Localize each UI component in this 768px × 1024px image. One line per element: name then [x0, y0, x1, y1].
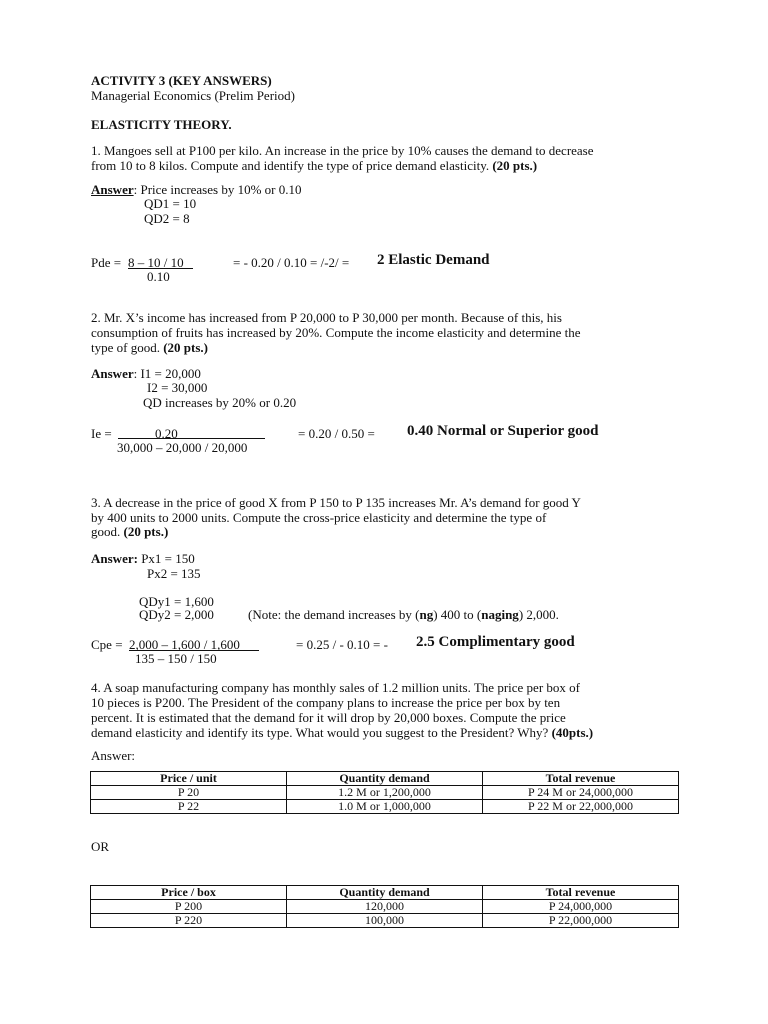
q3-note-post: ) 2,000. — [518, 607, 559, 622]
q4-answer-label: Answer: — [91, 748, 136, 763]
q1-qd1: QD1 = 10 — [144, 196, 197, 211]
q4-line-4-text: demand elasticity and identify its type. What would you suggest to the President? Why? — [91, 725, 552, 740]
q3-cpe-label: Cpe = — [91, 637, 123, 652]
revenue-table-per-unit — [90, 771, 679, 814]
q2-line-1: 2. Mr. X’s income has increased from P 20,000 to P 30,000 per month. Because of this, his — [91, 310, 562, 325]
q3-qdy2: QDy2 = 2,000 — [139, 607, 214, 622]
course-subtitle: Managerial Economics (Prelim Period) — [91, 88, 295, 103]
table-cell: 1.0 M or 1,000,000 — [287, 800, 483, 814]
q1-line-2-text: from 10 to 8 kilos. Compute and identify the type of price demand elasticity. — [91, 158, 493, 173]
q3-cpe-result: = 0.25 / - 0.10 = - — [296, 637, 388, 652]
section-heading: ELASTICITY THEORY. — [91, 117, 232, 132]
q3-answer-label: Answer: — [91, 551, 138, 566]
table-cell: 1.2 M or 1,200,000 — [287, 786, 483, 800]
q3-line-2: by 400 units to 2000 units. Compute the cross-price elasticity and determine the type of — [91, 510, 547, 525]
q1-qd2: QD2 = 8 — [144, 211, 190, 226]
q1-pde-denominator: 0.10 — [147, 269, 170, 284]
q3-line-3-text: good. — [91, 524, 124, 539]
q3-good-type: 2.5 Complimentary good — [416, 634, 575, 650]
table-cell: P 24 M or 24,000,000 — [483, 786, 679, 800]
q1-pde-numerator: 8 – 10 / 10 — [128, 255, 184, 270]
q2-qd: QD increases by 20% or 0.20 — [143, 395, 297, 410]
q4-line-3: percent. It is estimated that the demand for it will drop by 20,000 boxes. Compute the price — [91, 710, 566, 725]
column-header: Quantity demand — [287, 772, 483, 786]
table-header-row — [91, 886, 679, 900]
q2-line-2: consumption of fruits has increased by 20%. Compute the income elasticity and determine the — [91, 325, 581, 340]
q1-answer-text: : Price increases by 10% or 0.10 — [133, 182, 302, 197]
q3-px2: Px2 = 135 — [147, 566, 201, 581]
column-header: Price / unit — [91, 772, 287, 786]
revenue-table-per-box — [90, 885, 679, 928]
q4-line-4 — [91, 725, 593, 740]
q3-answer — [91, 551, 195, 566]
table-cell: P 24,000,000 — [483, 900, 679, 914]
q2-fraction-bar — [118, 438, 265, 439]
q3-note-mid: ) 400 to ( — [433, 607, 482, 622]
table-cell: P 22,000,000 — [483, 914, 679, 928]
q2-ie-denominator: 30,000 – 20,000 / 20,000 — [117, 440, 248, 455]
q3-note-pre: (Note: the demand increases by ( — [248, 607, 420, 622]
column-header: Price / box — [91, 886, 287, 900]
q2-ie-label: Ie = — [91, 426, 112, 441]
table-cell: P 22 — [91, 800, 287, 814]
q1-answer-label: Answer — [91, 182, 134, 197]
table-row — [91, 914, 679, 928]
q2-good-type: 0.40 Normal or Superior good — [407, 423, 599, 439]
q3-note-ng: ng — [419, 607, 434, 622]
q1-line-1: 1. Mangoes sell at P100 per kilo. An increase in the price by 10% causes the demand to decrease — [91, 143, 594, 158]
table-cell: P 200 — [91, 900, 287, 914]
table-row — [91, 800, 679, 814]
table-row — [91, 900, 679, 914]
q2-answer — [91, 366, 201, 381]
q1-points: (20 pts.) — [492, 158, 538, 173]
q1-elasticity-type: 2 Elastic Demand — [377, 252, 490, 268]
q2-points: (20 pts.) — [163, 340, 208, 355]
q2-ie-result: = 0.20 / 0.50 = — [298, 426, 375, 441]
q3-cpe-denominator: 135 – 150 / 150 — [135, 651, 217, 666]
q1-line-2 — [91, 158, 537, 173]
table-cell: P 22 M or 22,000,000 — [483, 800, 679, 814]
table-cell: 100,000 — [287, 914, 483, 928]
table-header-row — [91, 772, 679, 786]
q3-note-naging: naging — [481, 607, 519, 622]
q1-answer — [91, 182, 301, 197]
q1-pde-result: = - 0.20 / 0.10 = /-2/ = — [233, 255, 350, 270]
q2-ie-numerator: 0.20 — [155, 426, 178, 441]
column-header: Total revenue — [483, 772, 679, 786]
q2-i2: I2 = 30,000 — [147, 380, 208, 395]
q1-pde-label: Pde = — [91, 255, 122, 270]
table-cell: 120,000 — [287, 900, 483, 914]
table-cell: P 220 — [91, 914, 287, 928]
q4-line-2: 10 pieces is P200. The President of the company plans to increase the price per box by ten — [91, 695, 561, 710]
or-separator: OR — [91, 839, 110, 854]
q3-note — [248, 607, 559, 622]
column-header: Quantity demand — [287, 886, 483, 900]
table-cell: P 20 — [91, 786, 287, 800]
q4-points: (40pts.) — [551, 725, 594, 740]
q2-i1: : I1 = 20,000 — [133, 366, 201, 381]
q4-line-1: 4. A soap manufacturing company has monthly sales of 1.2 million units. The price per box of — [91, 680, 580, 695]
q3-line-1: 3. A decrease in the price of good X from P 150 to P 135 increases Mr. A’s demand for good Y — [91, 495, 581, 510]
q3-cpe-numerator: 2,000 – 1,600 / 1,600 — [129, 637, 240, 652]
activity-title: ACTIVITY 3 (KEY ANSWERS) — [91, 73, 272, 88]
q3-px1: Px1 = 150 — [137, 551, 195, 566]
q3-points: (20 pts.) — [123, 524, 169, 539]
q3-line-3 — [91, 524, 168, 539]
q3-qdy1: QDy1 = 1,600 — [139, 594, 214, 609]
q2-line-3-text: type of good. — [91, 340, 164, 355]
table-row — [91, 786, 679, 800]
q2-answer-label: Answer — [91, 366, 134, 381]
q2-line-3 — [91, 340, 208, 355]
column-header: Total revenue — [483, 886, 679, 900]
